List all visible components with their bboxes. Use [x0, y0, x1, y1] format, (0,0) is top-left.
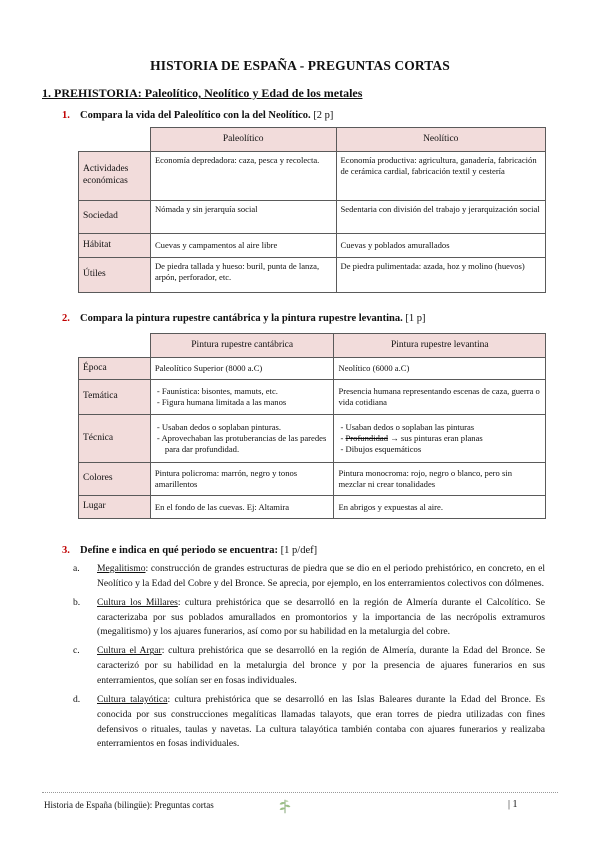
definition-item: [73, 693, 545, 752]
table-cell: Neolítico (6000 a.C): [334, 358, 546, 380]
list-item: - Usaban dedos o soplaban pinturas.: [165, 422, 330, 433]
list-item-text: → sus pinturas eran planas: [390, 433, 483, 444]
question-2: [62, 313, 426, 324]
table-row: [79, 358, 546, 380]
question-number: 2.: [62, 313, 70, 324]
table-cell: Pintura policroma: marrón, negro y tonos amarillentos: [150, 463, 334, 496]
table-cell: Cuevas y campamentos al aire libre: [150, 234, 336, 258]
question-1: [62, 110, 333, 121]
table-cell: Presencia humana representando escenas de caza, guerra o vida cotidiana: [334, 380, 546, 415]
row-label: Época: [79, 358, 151, 380]
table-cell: [150, 415, 334, 463]
table-cell: Cuevas y poblados amurallados: [336, 234, 546, 258]
table-row: [79, 496, 546, 519]
question-points: [1 p/def]: [280, 545, 318, 556]
table-cell: En el fondo de las cuevas. Ej: Altamira: [150, 496, 334, 519]
definition-text: : cultura prehistórica que se desarrolló en las Islas Baleares durante la Edad del Bronce. Es conocida por sus construcciones megalíticas llamadas talayots, que eran torres de piedra utilizadas con fines defensivos o rituales, taulas y navetas. La cultura talayótica también contaba con ajuares funerarios y realizaba enterramientos en fosas individuales.: [97, 693, 545, 750]
list-item: - Usaban dedos o soplaban las pinturas: [348, 422, 541, 433]
list-item: - Dibujos esquemáticos: [348, 444, 541, 455]
paleo-neo-table: [78, 127, 546, 293]
definition-item: [73, 644, 545, 689]
table-row: [79, 415, 546, 463]
row-label: Sociedad: [79, 201, 151, 234]
question-number: 1.: [62, 110, 70, 121]
item-letter: b.: [73, 596, 81, 608]
table-cell: Paleolítico Superior (8000 a.C): [150, 358, 334, 380]
row-label: Lugar: [79, 496, 151, 519]
table-row: [79, 152, 546, 201]
definition-text: : construcción de grandes estructuras de piedra que se dio en el periodo prehistórico, en concreto, en el Neolítico y la Edad del Cobre y del Bronce. Se aprecia, por ejemplo, en los enterramientos colectivos con dólmenes.: [97, 563, 545, 589]
definition-text: : cultura prehistórica que se desarrolló en la región de Almería, durante la Edad del Bronce. Se caracterizó por su habilidad en la metalurgia del bronce y por la presencia de ajuares funerarios en sus enterramientos, que solían ser en fosas individuales.: [97, 645, 545, 687]
table-cell: Pintura monocroma: rojo, negro o blanco, pero sin mezclar ni crear tonalidades: [334, 463, 546, 496]
table-cell: Nómada y sin jerarquía social: [150, 201, 336, 234]
question-number: 3.: [62, 545, 70, 556]
table-cell: De piedra tallada y hueso: buril, punta de lanza, arpón, perforador, etc.: [150, 258, 336, 293]
table-cell: En abrigos y expuestas al aire.: [334, 496, 546, 519]
definition-item: [73, 562, 545, 592]
table-header: Pintura rupestre cantábrica: [150, 334, 334, 358]
definition-item: [73, 596, 545, 641]
item-letter: c.: [73, 645, 80, 657]
table-row: [79, 380, 546, 415]
page-number: | 1: [508, 799, 518, 810]
definition-term: Cultura el Argar: [97, 645, 162, 657]
row-label: Colores: [79, 463, 151, 496]
question-text: Compara la pintura rupestre cantábrica y la pintura rupestre levantina.: [80, 313, 403, 324]
row-label: Útiles: [79, 258, 151, 293]
definition-text: : cultura prehistórica que se desarrolló en la región de Almería durante el Calcolítico. Se caracterizaba por sus poblados amurallados en promontorios y la importancia de las necrópolis extramuros (megalitismo) y los ajuares funerarios, así como por su habilidad en la metalurgia del cobre.: [97, 596, 545, 638]
table-header: Pintura rupestre levantina: [334, 334, 546, 358]
definition-term: Megalitismo: [97, 563, 146, 574]
row-label: Temática: [79, 380, 151, 415]
table-row: [79, 258, 546, 293]
question-points: [2 p]: [313, 110, 334, 121]
question-text: Compara la vida del Paleolítico con la del Neolítico.: [80, 110, 311, 121]
table-cell: Sedentaria con división del trabajo y jerarquización social: [336, 201, 546, 234]
table-cell: [334, 415, 546, 463]
struck-text: Profundidad: [345, 433, 388, 444]
list-item: - Faunística: bisontes, mamuts, etc.: [165, 386, 330, 397]
row-label: Hábitat: [79, 234, 151, 258]
document-title: HISTORIA DE ESPAÑA - PREGUNTAS CORTAS: [150, 58, 450, 73]
table-row: [79, 201, 546, 234]
definition-term: Cultura talayótica: [97, 693, 168, 705]
table-cell: Economía productiva: agricultura, ganadería, fabricación de cerámica cardial, fabricación textil y cestería: [336, 152, 546, 201]
table-cell: [150, 380, 334, 415]
question-text: Define e indica en qué periodo se encuentra:: [80, 545, 279, 556]
list-item: - Aprovechaban las protuberancias de las paredes para dar profundidad.: [165, 433, 330, 454]
pintura-rupestre-table: [78, 333, 546, 519]
row-label: Técnica: [79, 415, 151, 463]
table-header: Neolítico: [336, 128, 546, 152]
item-letter: d.: [73, 693, 81, 705]
table-row: [79, 234, 546, 258]
item-letter: a.: [73, 563, 80, 574]
table-cell: Economía depredadora: caza, pesca y recolecta.: [150, 152, 336, 201]
list-item: [345, 433, 541, 444]
definition-term: Cultura los Millares: [97, 596, 178, 608]
row-label: Actividades económicas: [79, 152, 151, 201]
definitions-list: [73, 562, 545, 752]
list-item: - Figura humana limitada a las manos: [165, 397, 330, 408]
footer-divider: [42, 792, 558, 793]
leaf-logo-icon: [276, 797, 294, 815]
question-points: [1 p]: [405, 313, 426, 324]
table-header: Paleolítico: [150, 128, 336, 152]
table-cell: De piedra pulimentada: azada, hoz y molino (huevos): [336, 258, 546, 293]
footer-title: Historia de España (bilingüe): Preguntas cortas: [44, 800, 214, 810]
section-heading: 1. PREHISTORIA: Paleolítico, Neolítico y Edad de los metales: [42, 86, 363, 100]
table-row: [79, 463, 546, 496]
question-3: [62, 545, 317, 556]
